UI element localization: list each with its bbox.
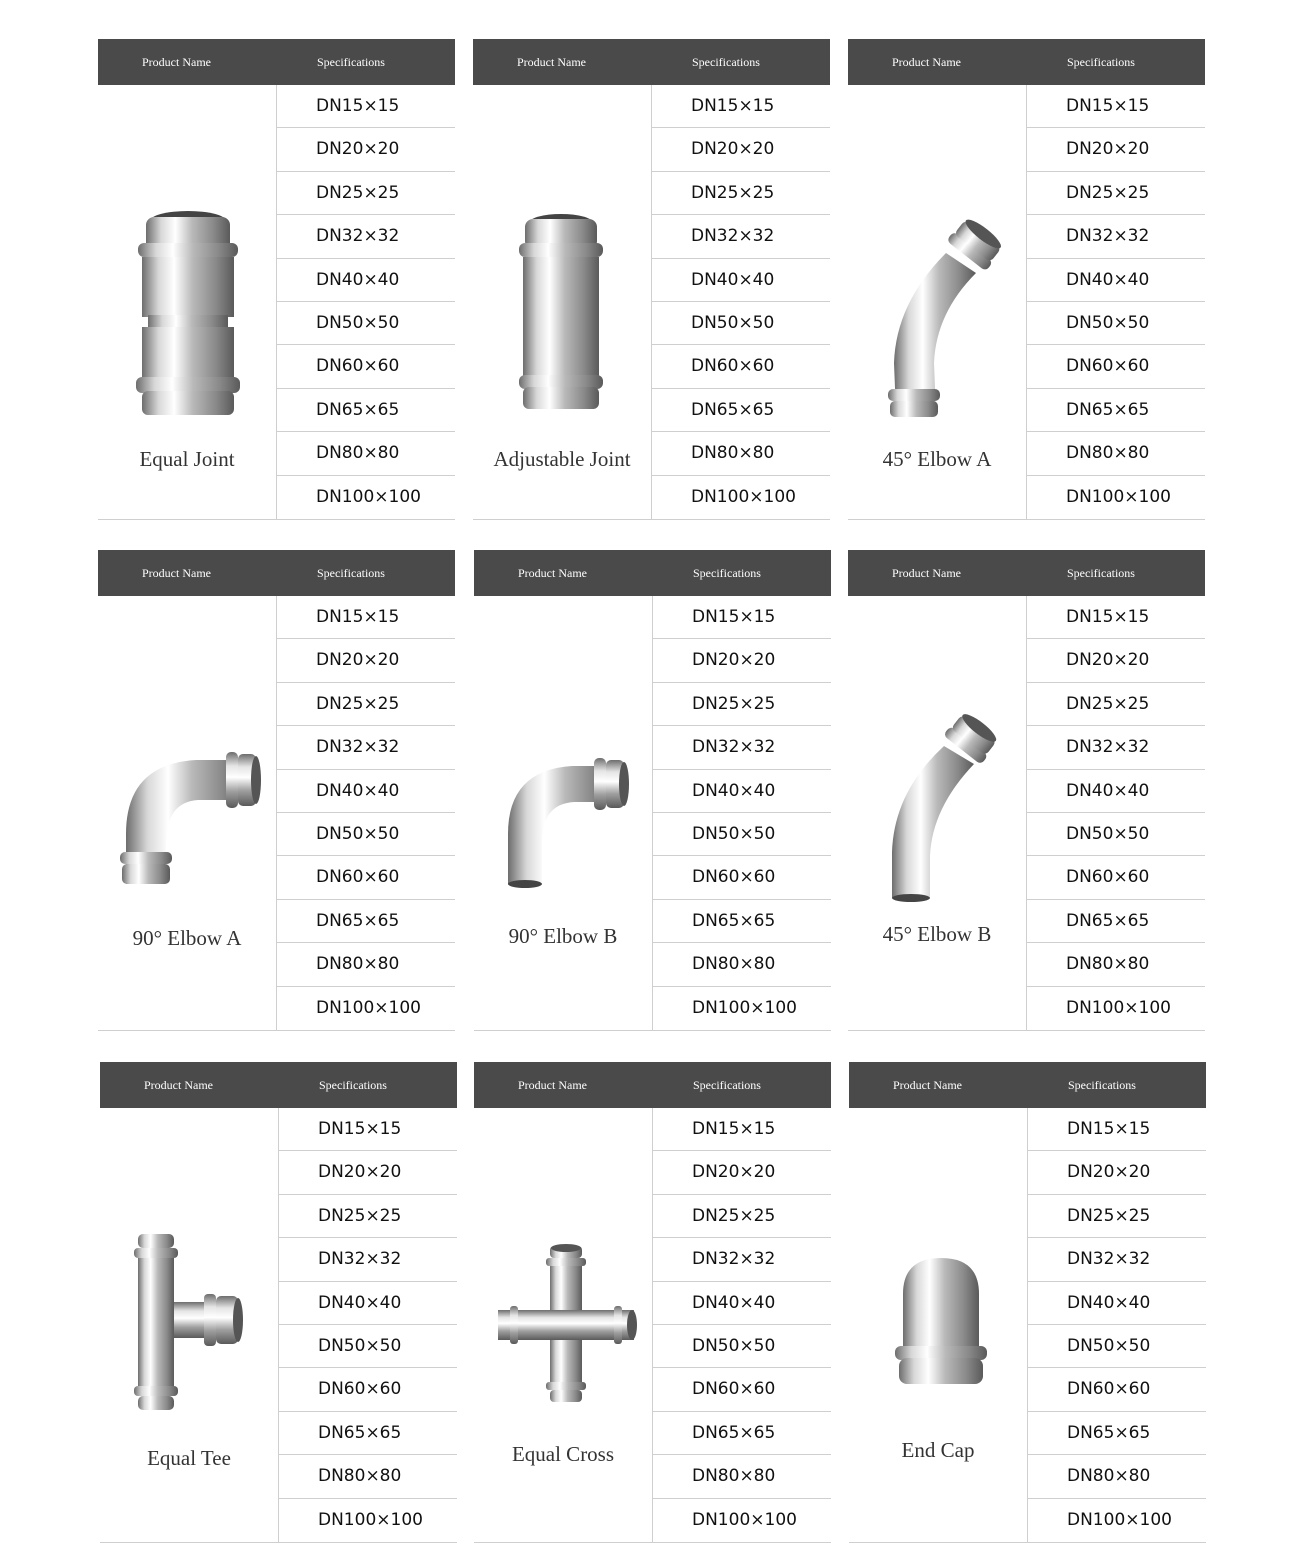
spec-row: DN32×32 <box>277 215 455 258</box>
spec-row: DN50×50 <box>653 813 831 856</box>
spec-row: DN20×20 <box>653 639 831 682</box>
spec-row: DN80×80 <box>652 432 830 475</box>
product-cell <box>849 1108 1028 1542</box>
product-card <box>848 39 1205 520</box>
spec-list <box>653 1108 831 1542</box>
spec-row: DN32×32 <box>279 1238 457 1281</box>
product-name: End Cap <box>901 1438 975 1462</box>
table-body <box>98 85 455 520</box>
spec-row: DN100×100 <box>316 486 421 507</box>
spec-row: DN50×50 <box>652 302 830 345</box>
table-body <box>100 1108 457 1543</box>
spec-row: DN65×65 <box>1027 900 1205 943</box>
spec-row: DN25×25 <box>277 683 455 726</box>
product-cell <box>848 85 1027 519</box>
spec-row: DN65×65 <box>653 900 831 943</box>
spec-row: DN15×15 <box>1027 596 1205 639</box>
product-name: Equal Cross <box>511 1442 615 1466</box>
spec-row: DN60×60 <box>653 856 831 899</box>
spec-row: DN20×20 <box>653 1151 831 1194</box>
spec-row: DN60×60 <box>279 1368 457 1411</box>
spec-row: DN65×65 <box>1027 389 1205 432</box>
spec-row: DN25×25 <box>1027 172 1205 215</box>
spec-row: DN20×20 <box>1028 1151 1206 1194</box>
spec-row: DN25×25 <box>653 683 831 726</box>
spec-row: DN20×20 <box>277 128 455 171</box>
product-cell <box>848 596 1027 1030</box>
product-cell <box>98 85 277 519</box>
spec-row: DN15×15 <box>652 85 830 128</box>
end-cap-icon <box>891 1254 991 1394</box>
elbow-45-a-icon <box>876 213 1006 423</box>
spec-row: DN80×80 <box>277 432 455 475</box>
spec-row: DN32×32 <box>653 1238 831 1281</box>
spec-row: DN32×32 <box>1027 726 1205 769</box>
table-header <box>848 39 1205 85</box>
table-header <box>848 550 1205 596</box>
spec-row: DN50×50 <box>1027 302 1205 345</box>
specifications-header: Specifications <box>317 566 385 580</box>
elbow-90-a-icon <box>116 734 266 894</box>
spec-row: DN80×80 <box>653 1455 831 1498</box>
product-card <box>848 550 1205 1031</box>
spec-row: DN25×25 <box>279 1195 457 1238</box>
product-cell <box>100 1108 279 1542</box>
specifications-header: Specifications <box>693 1078 761 1092</box>
spec-row: DN100×100 <box>1066 486 1171 507</box>
table-body <box>473 85 830 520</box>
product-cell <box>474 1108 653 1542</box>
spec-list <box>277 85 455 519</box>
table-body <box>474 1108 831 1543</box>
table-body <box>848 596 1205 1031</box>
table-header <box>474 1062 831 1108</box>
spec-row: DN32×32 <box>1028 1238 1206 1281</box>
table-body <box>98 596 455 1031</box>
spec-row: DN40×40 <box>277 770 455 813</box>
product-name-header: Product Name <box>518 1078 587 1092</box>
spec-row: DN80×80 <box>1028 1455 1206 1498</box>
product-name-header: Product Name <box>142 55 211 69</box>
product-cell <box>473 85 652 519</box>
spec-row: DN20×20 <box>1027 639 1205 682</box>
spec-row: DN15×15 <box>1028 1108 1206 1151</box>
spec-list <box>652 85 830 519</box>
equal-cross-icon <box>494 1242 639 1407</box>
spec-row: DN100×100 <box>1066 997 1171 1018</box>
spec-row: DN80×80 <box>277 943 455 986</box>
spec-row: DN20×20 <box>277 639 455 682</box>
spec-row: DN60×60 <box>277 856 455 899</box>
specifications-header: Specifications <box>1067 55 1135 69</box>
spec-row: DN20×20 <box>1027 128 1205 171</box>
specifications-header: Specifications <box>317 55 385 69</box>
spec-row: DN100×100 <box>692 997 797 1018</box>
spec-row: DN80×80 <box>653 943 831 986</box>
spec-row: DN65×65 <box>652 389 830 432</box>
product-name: 90° Elbow A <box>132 926 242 950</box>
spec-row: DN15×15 <box>279 1108 457 1151</box>
spec-row: DN40×40 <box>652 259 830 302</box>
product-name-header: Product Name <box>517 55 586 69</box>
product-card <box>100 1062 457 1543</box>
table-body <box>849 1108 1206 1543</box>
product-name: 90° Elbow B <box>508 924 618 948</box>
spec-row: DN40×40 <box>1028 1282 1206 1325</box>
spec-row: DN60×60 <box>652 345 830 388</box>
table-header <box>474 550 831 596</box>
spec-row: DN65×65 <box>653 1412 831 1455</box>
table-header <box>473 39 830 85</box>
adjustable-joint-icon <box>511 209 611 419</box>
spec-row: DN15×15 <box>653 1108 831 1151</box>
spec-row: DN15×15 <box>277 596 455 639</box>
specifications-header: Specifications <box>1067 566 1135 580</box>
elbow-90-b-icon <box>502 744 632 889</box>
spec-row: DN15×15 <box>653 596 831 639</box>
table-body <box>848 85 1205 520</box>
spec-row: DN32×32 <box>1027 215 1205 258</box>
product-name-header: Product Name <box>892 566 961 580</box>
spec-row: DN40×40 <box>653 770 831 813</box>
spec-row: DN65×65 <box>279 1412 457 1455</box>
spec-row: DN20×20 <box>652 128 830 171</box>
spec-list <box>1028 1108 1206 1542</box>
spec-row: DN100×100 <box>316 997 421 1018</box>
spec-row: DN50×50 <box>279 1325 457 1368</box>
spec-row: DN25×25 <box>1028 1195 1206 1238</box>
spec-row: DN50×50 <box>653 1325 831 1368</box>
product-card <box>849 1062 1206 1543</box>
spec-row: DN40×40 <box>279 1282 457 1325</box>
spec-row: DN25×25 <box>277 172 455 215</box>
table-header <box>98 39 455 85</box>
spec-row: DN50×50 <box>277 813 455 856</box>
specifications-header: Specifications <box>319 1078 387 1092</box>
table-body <box>474 596 831 1031</box>
spec-row: DN60×60 <box>1028 1368 1206 1411</box>
specifications-header: Specifications <box>692 55 760 69</box>
spec-row: DN65×65 <box>277 389 455 432</box>
product-card <box>473 39 830 520</box>
spec-row: DN32×32 <box>652 215 830 258</box>
spec-list <box>277 596 455 1030</box>
product-name: 45° Elbow B <box>882 922 992 946</box>
spec-row: DN20×20 <box>279 1151 457 1194</box>
spec-row: DN60×60 <box>653 1368 831 1411</box>
spec-row: DN100×100 <box>1067 1509 1172 1530</box>
spec-row: DN60×60 <box>1027 345 1205 388</box>
spec-row: DN25×25 <box>653 1195 831 1238</box>
spec-row: DN15×15 <box>1027 85 1205 128</box>
equal-joint-icon <box>128 203 248 433</box>
product-name-header: Product Name <box>893 1078 962 1092</box>
table-header <box>100 1062 457 1108</box>
spec-row: DN80×80 <box>279 1455 457 1498</box>
spec-row: DN40×40 <box>277 259 455 302</box>
spec-row: DN15×15 <box>277 85 455 128</box>
product-name: 45° Elbow A <box>882 447 992 471</box>
product-name: Adjustable Joint <box>493 447 631 471</box>
product-name: Equal Joint <box>139 447 235 471</box>
spec-row: DN50×50 <box>1027 813 1205 856</box>
product-cell <box>98 596 277 1030</box>
table-header <box>98 550 455 596</box>
elbow-45-b-icon <box>878 712 1008 902</box>
spec-row: DN32×32 <box>653 726 831 769</box>
spec-list <box>1027 85 1205 519</box>
product-name-header: Product Name <box>892 55 961 69</box>
spec-row: DN40×40 <box>653 1282 831 1325</box>
table-header <box>849 1062 1206 1108</box>
product-card <box>474 550 831 1031</box>
spec-list <box>1027 596 1205 1030</box>
product-card <box>98 550 455 1031</box>
spec-row: DN80×80 <box>1027 943 1205 986</box>
product-card <box>474 1062 831 1543</box>
product-name-header: Product Name <box>518 566 587 580</box>
product-name-header: Product Name <box>144 1078 213 1092</box>
spec-list <box>279 1108 457 1542</box>
spec-row: DN60×60 <box>277 345 455 388</box>
equal-tee-icon <box>130 1232 250 1412</box>
spec-row: DN50×50 <box>277 302 455 345</box>
spec-list <box>653 596 831 1030</box>
spec-row: DN65×65 <box>277 900 455 943</box>
product-name: Equal Tee <box>147 1446 231 1470</box>
spec-row: DN40×40 <box>1027 259 1205 302</box>
product-name-header: Product Name <box>142 566 211 580</box>
spec-row: DN25×25 <box>652 172 830 215</box>
spec-row: DN32×32 <box>277 726 455 769</box>
spec-row: DN100×100 <box>691 486 796 507</box>
spec-row: DN100×100 <box>692 1509 797 1530</box>
spec-row: DN40×40 <box>1027 770 1205 813</box>
spec-row: DN65×65 <box>1028 1412 1206 1455</box>
spec-row: DN80×80 <box>1027 432 1205 475</box>
spec-row: DN100×100 <box>318 1509 423 1530</box>
specifications-header: Specifications <box>1068 1078 1136 1092</box>
specifications-header: Specifications <box>693 566 761 580</box>
spec-row: DN25×25 <box>1027 683 1205 726</box>
product-card <box>98 39 455 520</box>
spec-row: DN60×60 <box>1027 856 1205 899</box>
spec-row: DN50×50 <box>1028 1325 1206 1368</box>
product-cell <box>474 596 653 1030</box>
